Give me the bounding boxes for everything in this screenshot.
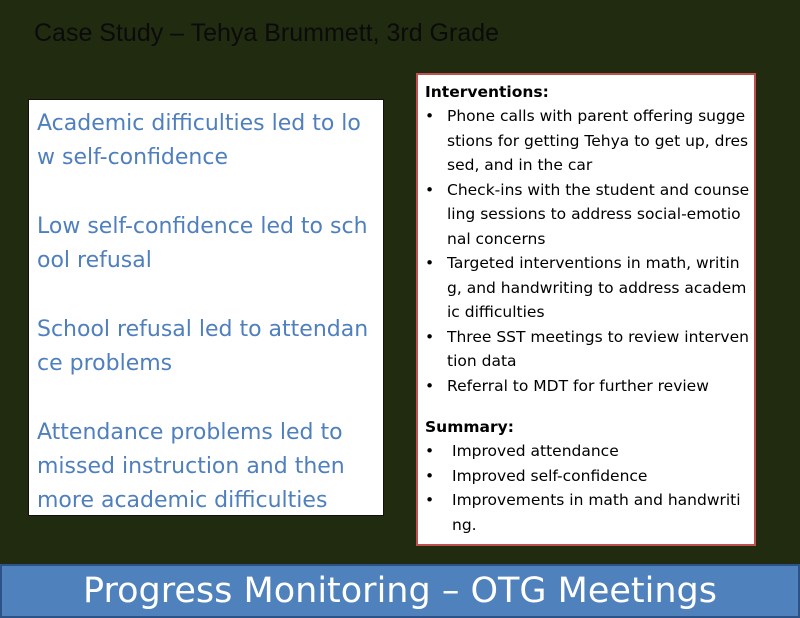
interventions-heading: Interventions: bbox=[425, 83, 549, 101]
cause-chain-item: Attendance problems led to missed instruction and then more academic difficulties bbox=[37, 420, 345, 513]
summary-text: Improved attendance bbox=[452, 442, 619, 460]
summary-text: Improvements in math and handwriting. bbox=[452, 491, 741, 534]
intervention-text: Referral to MDT for further review bbox=[447, 376, 709, 395]
cause-chain-item: Low self-confidence led to school refusal bbox=[37, 214, 368, 273]
cause-chain-list bbox=[37, 107, 369, 518]
summary-heading: Summary: bbox=[425, 418, 514, 436]
bullet-icon: • bbox=[425, 442, 435, 460]
slide-title: Case Study – Tehya Brummett, 3rd Grade bbox=[34, 19, 500, 47]
intervention-item bbox=[425, 374, 750, 399]
intervention-item bbox=[425, 104, 750, 178]
interventions-list bbox=[425, 104, 750, 398]
bullet-icon: • bbox=[425, 254, 435, 272]
intervention-item bbox=[425, 251, 750, 325]
bullet-icon: • bbox=[425, 466, 435, 485]
summary-item bbox=[425, 488, 750, 537]
summary-item bbox=[425, 464, 750, 489]
footer-bar bbox=[0, 564, 800, 618]
footer-title: Progress Monitoring – OTG Meetings bbox=[83, 571, 717, 611]
cause-chain-item: Academic difficulties led to low self-confidence bbox=[37, 111, 361, 170]
summary-text: Improved self-confidence bbox=[452, 466, 648, 485]
bullet-icon: • bbox=[425, 376, 435, 395]
interventions-panel bbox=[416, 73, 756, 546]
intervention-text: Check-ins with the student and counseling sessions to address social-emotional concerns bbox=[447, 180, 750, 248]
bullet-icon: • bbox=[425, 491, 435, 509]
bullet-icon: • bbox=[425, 107, 435, 125]
intervention-text: Targeted interventions in math, writing, and handwriting to address academic difficulties bbox=[447, 254, 747, 321]
bullet-icon: • bbox=[425, 327, 435, 346]
cause-chain-panel bbox=[28, 99, 384, 516]
summary-item bbox=[425, 439, 750, 464]
intervention-text: Three SST meetings to review intervention data bbox=[447, 327, 749, 370]
intervention-item bbox=[425, 325, 750, 374]
cause-chain-item: School refusal led to attendance problems bbox=[37, 317, 369, 376]
intervention-text: Phone calls with parent offering suggestions for getting Tehya to get up, dressed, and in the car bbox=[447, 107, 749, 174]
intervention-item bbox=[425, 178, 750, 252]
summary-list bbox=[425, 439, 750, 537]
bullet-icon: • bbox=[425, 180, 435, 199]
